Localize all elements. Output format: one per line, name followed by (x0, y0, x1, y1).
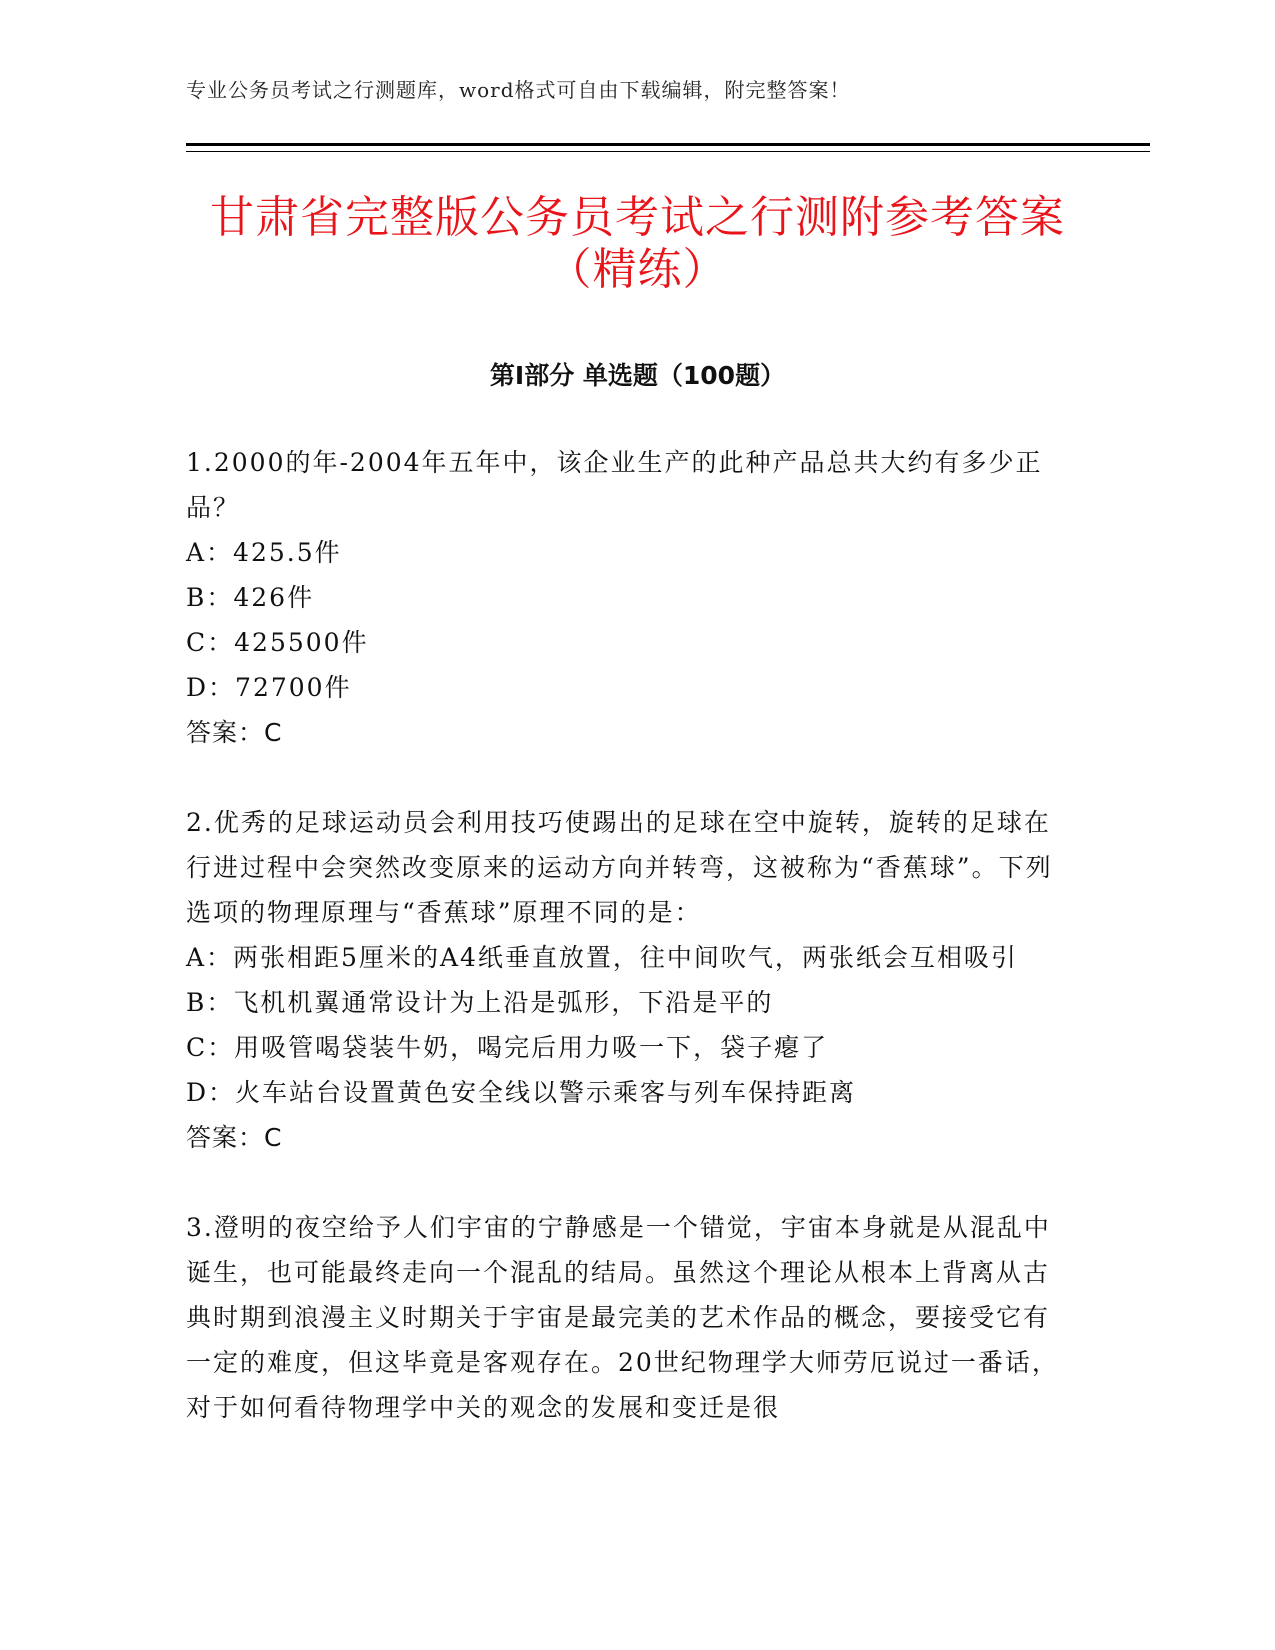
document-title (150, 192, 1125, 296)
option-b: B：飞机机翼通常设计为上沿是弧形，下沿是平的 (186, 988, 774, 1017)
question-stem: 2.优秀的足球运动员会利用技巧使踢出的足球在空中旋转，旋转的足球在行进过程中会突然改变原来的运动方向并转弯，这被称为“香蕉球”。下列选项的物理原理与“香蕉球”原理不同的是： (186, 808, 1053, 927)
option-d: D：72700件 (186, 673, 352, 702)
document-title-line1: 甘肃省完整版公务员考试之行测附参考答案 (210, 192, 1065, 243)
option-c: C：用吸管喝袋装牛奶，喝完后用力吸一下，袋子瘪了 (186, 1033, 829, 1062)
question-3 (186, 1205, 1066, 1430)
answer: 答案：C (186, 1123, 283, 1152)
answer: 答案：C (186, 718, 283, 747)
option-b: B：426件 (186, 583, 315, 612)
document-title-line2: （精练） (547, 244, 728, 295)
question-2 (186, 800, 1066, 1160)
section-heading: 第Ⅰ部分 单选题（100题） (489, 361, 786, 390)
question-stem: 3.澄明的夜空给予人们宇宙的宁静感是一个错觉，宇宙本身就是从混乱中诞生，也可能最终走向一个混乱的结局。虽然这个理论从根本上背离从古典时期到浪漫主义时期关于宇宙是最完美的艺术作品的概念，要接受它有一定的难度，但这毕竟是客观存在。20世纪物理学大师劳厄说过一番话，对于如何看待物理学中关的观念的发展和变迁是很 (186, 1213, 1059, 1422)
header-rule-thick (186, 143, 1150, 146)
page-header: 专业公务员考试之行测题库，word格式可自由下载编辑，附完整答案！ (186, 78, 851, 102)
option-d: D：火车站台设置黄色安全线以警示乘客与列车保持距离 (186, 1078, 857, 1107)
question-stem: 1.2000的年-2004年五年中，该企业生产的此种产品总共大约有多少正品？ (186, 448, 1043, 522)
option-a: A：425.5件 (186, 538, 342, 567)
header-rule-thin (186, 151, 1150, 152)
option-a: A：两张相距5厘米的A4纸垂直放置，往中间吹气，两张纸会互相吸引 (186, 943, 1018, 972)
question-1 (186, 440, 1066, 755)
option-c: C：425500件 (186, 628, 369, 657)
question-list (186, 440, 1066, 1475)
